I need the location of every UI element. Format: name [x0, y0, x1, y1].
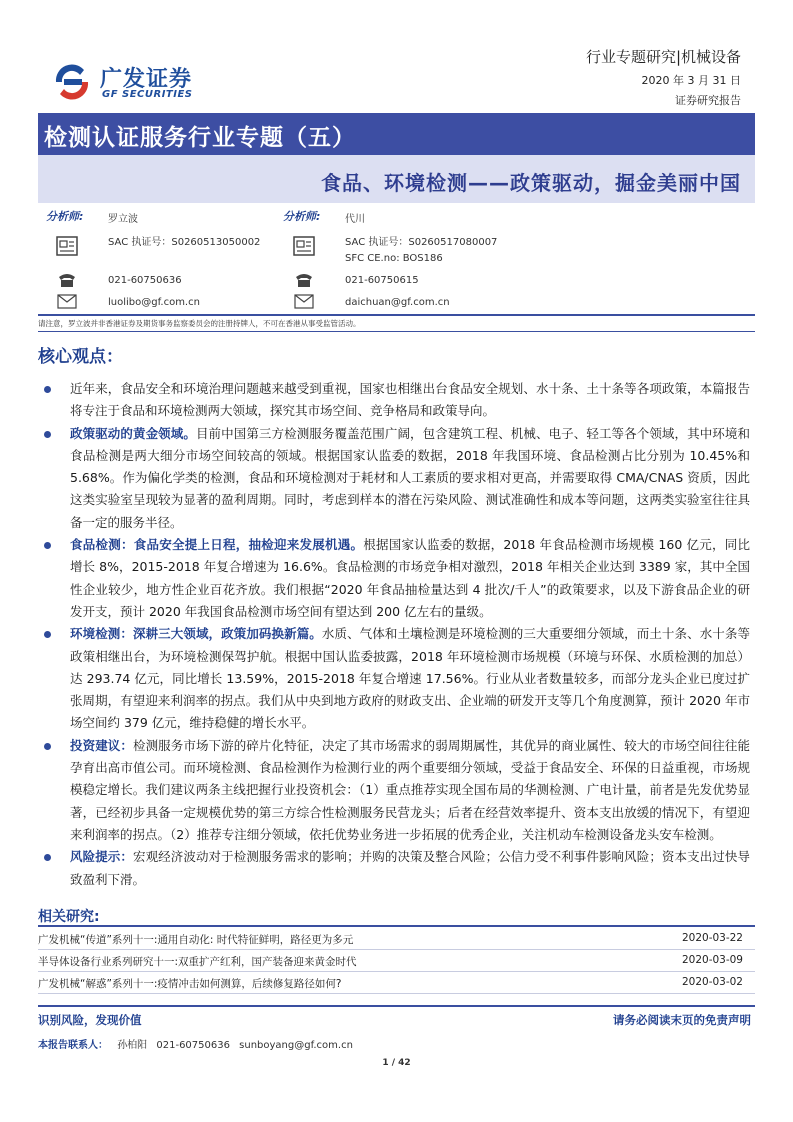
analyst-2-sac: SAC 执证号：S0260517080007: [345, 237, 498, 248]
bullet-text: 检测服务市场下游的碎片化特征，决定了其市场需求的弱周期属性，其优异的商业属性、较大的市场空间往往能孕育出高市值公司。而环境检测、食品检测作为检测行业的两个重要细分领域，受益于食品安全、环保的日益重视，市场规模稳定增长。我们建议两条主线把握行业投资机会：（1）重点推荐实现全国布局的华测检测、广电计量，前者是先发优势显著，已经初步具备一定规模优势的第三方综合性检测服务民营龙头；后者在经营效率提升、资本支出放缓的情况下，有望迎来利润率的拐点。（2）推荐专注细分领域，依托优势业务进一步拓展的优秀企业，关注机动车检测设备龙头安车检测。: [70, 737, 750, 842]
gf-logo-icon: [50, 60, 94, 104]
page-title: 检测认证服务行业专题（五）: [44, 125, 356, 151]
analyst-2-phone: 021-60750615: [345, 275, 419, 286]
related-title[interactable]: 广发机械“解惑”系列十一:疫情冲击如何测算，后续修复路径如何?: [38, 978, 342, 990]
list-item: [44, 378, 750, 423]
related-item[interactable]: [38, 972, 755, 994]
page-number: 1 / 42: [382, 1058, 411, 1068]
brand-name-en: GF SECURITIES: [102, 89, 193, 100]
list-item: [44, 735, 750, 846]
related-date: 2020-03-02: [681, 976, 743, 988]
report-contact: [38, 1036, 353, 1051]
bullet-text: 目前中国第三方检测服务覆盖范围广阔，包含建筑工程、机械、电子、轻工等各个领域，其中环境和食品检测是两大细分市场空间较高的领域。根据国家认监委的数据，2018 年我国环境、食品检测占比分别为 10.45%和 5.68%。作为偏化学类的检测，食品和环境检测对于耗材和人工素质的要求相对更高，并需要取得 CMA/CNAS 资质，因此这类实验室呈现较为显著的盈利周期。同时，考虑到样本的潜在污染风险、测试准确性和成本等问题，这两类实验室往往具备一定的服务半径。: [70, 425, 750, 530]
analyst-2-name: 代川: [345, 214, 365, 225]
core-views-list: [44, 378, 750, 891]
compliance-notice: 请注意，罗立波并非香港证券及期货事务监察委员会的注册持牌人，不可在香港从事受监管活动。: [38, 319, 361, 328]
phone-icon: [57, 272, 77, 288]
core-views-heading: 核心观点：: [38, 347, 123, 367]
list-item: [44, 846, 750, 891]
bullet-text: 根据国家认监委的数据，2018 年食品检测市场规模 160 亿元，同比增长 8%，2015-2018 年复合增速为 16.6%。食品检测的市场竞争相对激烈，2018 年相关企业达到 3389 家，其中全国性企业较少，地方性企业百花齐放。我们根据“2020 年食品抽检量达到 4 批次/千人”的政策要求，以及下游食品企业的研发开支，预计 2020 年我国食品检测市场空间有望达到 200 亿左右的量级。: [70, 537, 750, 619]
related-item[interactable]: [38, 950, 755, 972]
bullet-dot-icon: [44, 431, 51, 438]
bullet-dot-icon: [44, 743, 51, 750]
report-type: 证券研究报告: [675, 94, 741, 107]
analyst-2-sfc: SFC CE.no: BOS186: [345, 253, 443, 264]
bullet-lead: 政策驱动的黄金领域。: [70, 425, 196, 441]
bullet-text: 近年来，食品安全和环境治理问题越来越受到重视，国家也相继出台食品安全规划、水十条、土十条等各项政策，本篇报告将专注于食品和环境检测两大领域，探究其市场空间、竞争格局和政策导向。: [70, 381, 750, 419]
analyst-divider: [38, 314, 755, 316]
bullet-lead: 食品检测：食品安全提上日程，抽检迎来发展机遇。: [70, 537, 364, 553]
notice-divider: [38, 331, 755, 332]
analyst-1-label: 分析师:: [46, 210, 84, 223]
related-date: 2020-03-09: [681, 954, 743, 966]
related-title[interactable]: 广发机械“传道”系列十一:通用自动化: 时代特征鲜明，路径更为多元: [38, 934, 354, 946]
related-research-heading: 相关研究:: [38, 909, 100, 925]
bullet-text: 宏观经济波动对于检测服务需求的影响；并购的决策及整合风险；公信力受不利事件影响风险；资本支出过快导致盈利下滑。: [70, 849, 750, 887]
list-item: [44, 623, 750, 734]
subtitle-banner: [38, 155, 755, 203]
id-card-icon: [56, 236, 78, 256]
bullet-lead: 环境检测：深耕三大领域，政策加码换新篇。: [70, 626, 322, 642]
bullet-lead: 投资建议：: [70, 737, 133, 753]
analyst-1-sac: SAC 执证号：S0260513050002: [108, 237, 261, 248]
bullet-lead: 风险提示：: [70, 849, 133, 865]
contact-label: 本报告联系人：: [38, 1040, 108, 1051]
footer-disclaimer: 请务必阅读末页的免责声明: [613, 1013, 751, 1027]
related-date: 2020-03-22: [681, 932, 743, 944]
email-icon: [57, 294, 77, 309]
analyst-1-phone: 021-60750636: [108, 275, 182, 286]
related-divider: [38, 925, 755, 927]
email-icon: [294, 294, 314, 309]
brand-name-cn: 广发证券: [100, 67, 193, 92]
bullet-dot-icon: [44, 854, 51, 861]
contact-name: 孙柏阳: [117, 1040, 148, 1051]
bullet-dot-icon: [44, 386, 51, 393]
page-subtitle: 食品、环境检测——政策驱动，掘金美丽中国: [321, 171, 741, 195]
report-category: 行业专题研究|机械设备: [585, 48, 741, 66]
contact-email[interactable]: sunboyang@gf.com.cn: [239, 1040, 353, 1051]
bullet-dot-icon: [44, 542, 51, 549]
phone-icon: [294, 272, 314, 288]
related-item[interactable]: [38, 928, 755, 950]
analyst-2-label: 分析师:: [283, 210, 321, 223]
bullet-dot-icon: [44, 631, 51, 638]
brand-logo: [50, 60, 210, 104]
list-item: [44, 423, 750, 534]
bullet-text: 水质、气体和土壤检测是环境检测的三大重要细分领域，而土十条、水十条等政策相继出台，为环境检测保驾护航。根据中国认监委披露，2018 年环境检测市场规模（环境与环保、水质检测的加总）达 293.74 亿元，同比增长 13.59%，2015-2018 年复合增速 17.56%。行业从业者数量较多，而部分龙头企业已度过扩张周期，有望迎来利润率的拐点。我们从中央到地方政府的财政支出、企业端的研发开支等几个角度测算，预计 2020 年市场空间约 379 亿元，维持稳健的增长水平。: [70, 626, 750, 731]
id-card-icon: [293, 236, 315, 256]
contact-phone: 021-60750636: [156, 1040, 230, 1051]
footer-divider: [38, 1005, 755, 1007]
report-date: 2020 年 3 月 31 日: [641, 74, 741, 87]
title-banner: [38, 113, 755, 155]
analyst-1-name: 罗立波: [108, 214, 138, 225]
analyst-1-email[interactable]: luolibo@gf.com.cn: [108, 297, 200, 308]
related-title[interactable]: 半导体设备行业系列研究十一:双重扩产红利，国产装备迎来黄金时代: [38, 956, 357, 968]
list-item: [44, 534, 750, 623]
footer-slogan: 识别风险，发现价值: [38, 1013, 142, 1027]
analyst-2-email[interactable]: daichuan@gf.com.cn: [345, 297, 450, 308]
